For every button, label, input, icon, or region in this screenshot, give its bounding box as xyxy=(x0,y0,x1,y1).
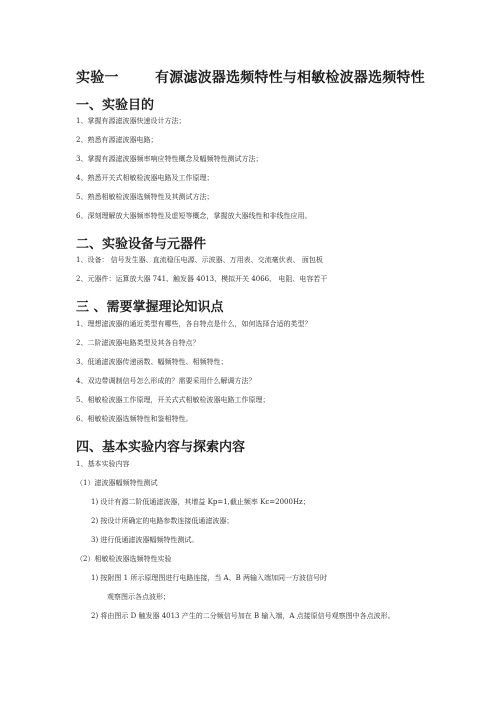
list-item: 2、二阶滤波器电路类型及其各自特点？ xyxy=(76,339,200,347)
list-item: 1、理想滤波器的通近类型有哪些，各自特点是什么，如何选择合适的类型？ xyxy=(76,320,312,328)
list-item: 3、低通滤波器传递函数、幅频特性、相频特性； xyxy=(76,358,228,366)
list-item: 6、深刻理解放大器频率特性及虚短等概念，掌握放大器线性和非线性应用。 xyxy=(76,212,312,220)
list-item: 观察图示各点波形； xyxy=(107,593,170,601)
list-item: 1、设备： 信号发生器、直流稳压电源、示波器、万用表、交流毫伏表、 面包板 xyxy=(76,256,323,264)
section-heading: 三 、需要掌握理论知识点 xyxy=(76,300,224,315)
list-item: 5、相敏检波器工作原理，开关式式相敏检波器电路工作原理； xyxy=(76,396,270,404)
list-item: 1、掌握有源滤波器快速设计方法； xyxy=(76,117,186,125)
list-item: 3) 进行低通滤波器幅频特性测试。 xyxy=(91,536,199,544)
list-item: 1) 设计有源二阶低通滤波器，其增益 Kp=1,截止频率 Kc=2000Hz； xyxy=(91,498,310,506)
list-item: 2、元器件：运算放大器 741、触发器 4013、模拟开关 4066、 电阻、电容若干 xyxy=(76,275,328,283)
list-item: 1、基本实验内容 xyxy=(76,460,130,468)
list-item: 6、相敏检波器选频特性和鉴相特性。 xyxy=(76,415,193,423)
list-item: 2) 按设计所确定的电路参数连接低通滤波器； xyxy=(91,517,234,525)
page-title: 有源滤波器选频特性与相敏检波器选频特性 xyxy=(155,70,425,86)
list-item: 2、熟悉有源滤波器电路； xyxy=(76,136,158,144)
list-item: （1）滤波器幅频特性测试 xyxy=(76,479,158,487)
section-heading: 四、基本实验内容与探索内容 xyxy=(76,440,246,455)
list-item: 5、熟悉相敏检波器选频特性及其测试方法； xyxy=(76,193,214,201)
title-prefix: 实验一 xyxy=(76,70,119,86)
list-item: 3、掌握有源滤波器频率响应特性概念及幅频特性测试方法； xyxy=(76,155,263,163)
list-item: 2) 将由图示 D 触发器 4013 产生的二分频信号加在 B 输入端，A 点接原信号观察图中各点波形。 xyxy=(91,612,395,620)
section-heading: 一、实验目的 xyxy=(76,98,155,113)
list-item: 4、双边带调制信号怎么形成的？需要采用什么解调方法？ xyxy=(76,377,256,385)
list-item: （2）相敏检波器选频特性实验 xyxy=(76,555,172,563)
list-item: 4、熟悉开关式相敏检波器电路及工作原理； xyxy=(76,174,214,182)
section-heading: 二、实验设备与元器件 xyxy=(76,237,207,252)
list-item: 1) 按附图 1 所示原理图进行电路连接，当 A、B 两输入端加同一方波信号时 xyxy=(91,574,327,582)
